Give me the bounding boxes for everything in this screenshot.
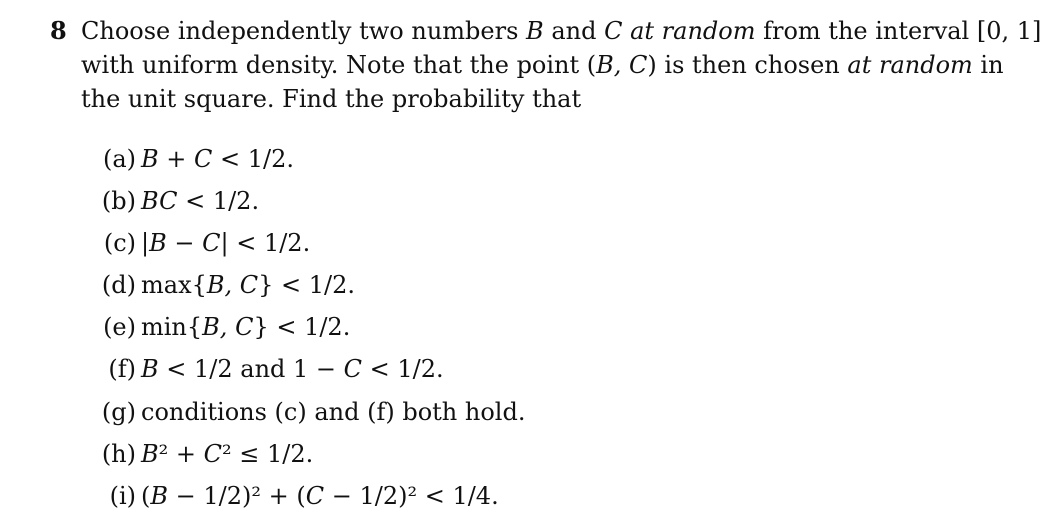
text-segment: < 1/2. — [177, 187, 260, 216]
text-segment: } < 1/2. — [258, 271, 356, 300]
text-segment — [622, 17, 630, 45]
text-segment: | < 1/2. — [220, 229, 311, 258]
part-c — [88, 222, 788, 264]
part-expression — [141, 222, 310, 264]
problem-statement-line — [81, 82, 961, 116]
math-variable: C — [203, 439, 223, 468]
text-segment: < 1/2. — [212, 145, 295, 173]
part-label: (g) — [101, 397, 136, 426]
part-d — [88, 264, 788, 306]
text-segment: Choose independently two numbers — [81, 17, 527, 45]
part-label: (d) — [101, 271, 136, 300]
part-label: (c) — [103, 229, 136, 258]
text-segment: < 1/2. — [362, 355, 444, 384]
math-variable: B — [141, 439, 159, 468]
math-variable: C — [343, 355, 363, 384]
text-segment: + — [158, 145, 195, 173]
problem-parts-list — [88, 138, 788, 517]
part-label: (h) — [101, 439, 136, 468]
math-variable: C — [604, 17, 623, 45]
math-variable: B — [141, 145, 159, 173]
text-segment: ( — [141, 481, 151, 510]
part-expression — [141, 138, 294, 180]
math-variable: B — [526, 17, 544, 45]
text-segment: in — [972, 51, 1004, 79]
part-label: (f) — [108, 355, 136, 384]
text-segment: ² ≤ 1/2. — [222, 439, 314, 468]
text-segment: − 1/2)² + ( — [168, 481, 306, 510]
problem-statement — [81, 14, 1041, 116]
part-expression — [141, 391, 525, 433]
text-segment: − — [166, 229, 203, 258]
text-segment: min{ — [141, 313, 203, 342]
math-variable: B — [150, 481, 169, 510]
math-variable: at random — [630, 17, 756, 45]
math-variable: C — [305, 481, 325, 510]
part-e — [88, 306, 788, 348]
part-f — [88, 348, 788, 390]
part-i — [88, 475, 788, 517]
text-segment: and — [543, 17, 605, 45]
text-segment: ) is then chosen — [647, 51, 848, 79]
math-variable: B, C — [206, 271, 259, 300]
part-expression — [141, 306, 350, 348]
problem-statement-line — [81, 14, 1041, 48]
math-variable: C — [194, 145, 213, 173]
problem-8 — [50, 14, 1041, 116]
part-label: (b) — [101, 187, 136, 216]
text-segment: conditions (c) and (f) both hold. — [141, 397, 526, 426]
part-label: (i) — [109, 481, 136, 510]
math-variable: BC — [141, 187, 178, 216]
part-label: (e) — [103, 313, 136, 342]
text-segment: ² + — [158, 439, 204, 468]
part-expression — [141, 475, 499, 517]
text-segment: max{ — [141, 271, 207, 300]
text-segment: from the interval [0, 1] — [755, 17, 1041, 45]
text-segment: the unit square. Find the probability that — [81, 85, 582, 113]
part-g — [88, 391, 788, 433]
math-variable: C — [202, 229, 221, 258]
part-h — [88, 433, 788, 475]
math-variable: B — [149, 229, 167, 258]
part-a — [88, 138, 788, 180]
part-expression — [141, 433, 313, 475]
math-variable: B — [141, 355, 159, 384]
part-expression — [141, 180, 259, 222]
part-label: (a) — [102, 145, 136, 173]
problem-number: 8 — [50, 16, 67, 45]
part-b — [88, 180, 788, 222]
math-variable: at random — [847, 51, 973, 79]
text-segment: with uniform density. Note that the point ( — [81, 51, 597, 79]
text-segment: } < 1/2. — [253, 313, 351, 342]
text-segment: − 1/2)² < 1/4. — [324, 481, 499, 510]
math-variable: B, C — [596, 51, 648, 79]
part-expression — [141, 348, 444, 390]
text-segment: | — [141, 229, 150, 258]
text-segment: < 1/2 and 1 − — [158, 355, 344, 384]
problem-statement-line — [81, 48, 1004, 82]
part-expression — [141, 264, 355, 306]
math-variable: B, C — [202, 313, 254, 342]
